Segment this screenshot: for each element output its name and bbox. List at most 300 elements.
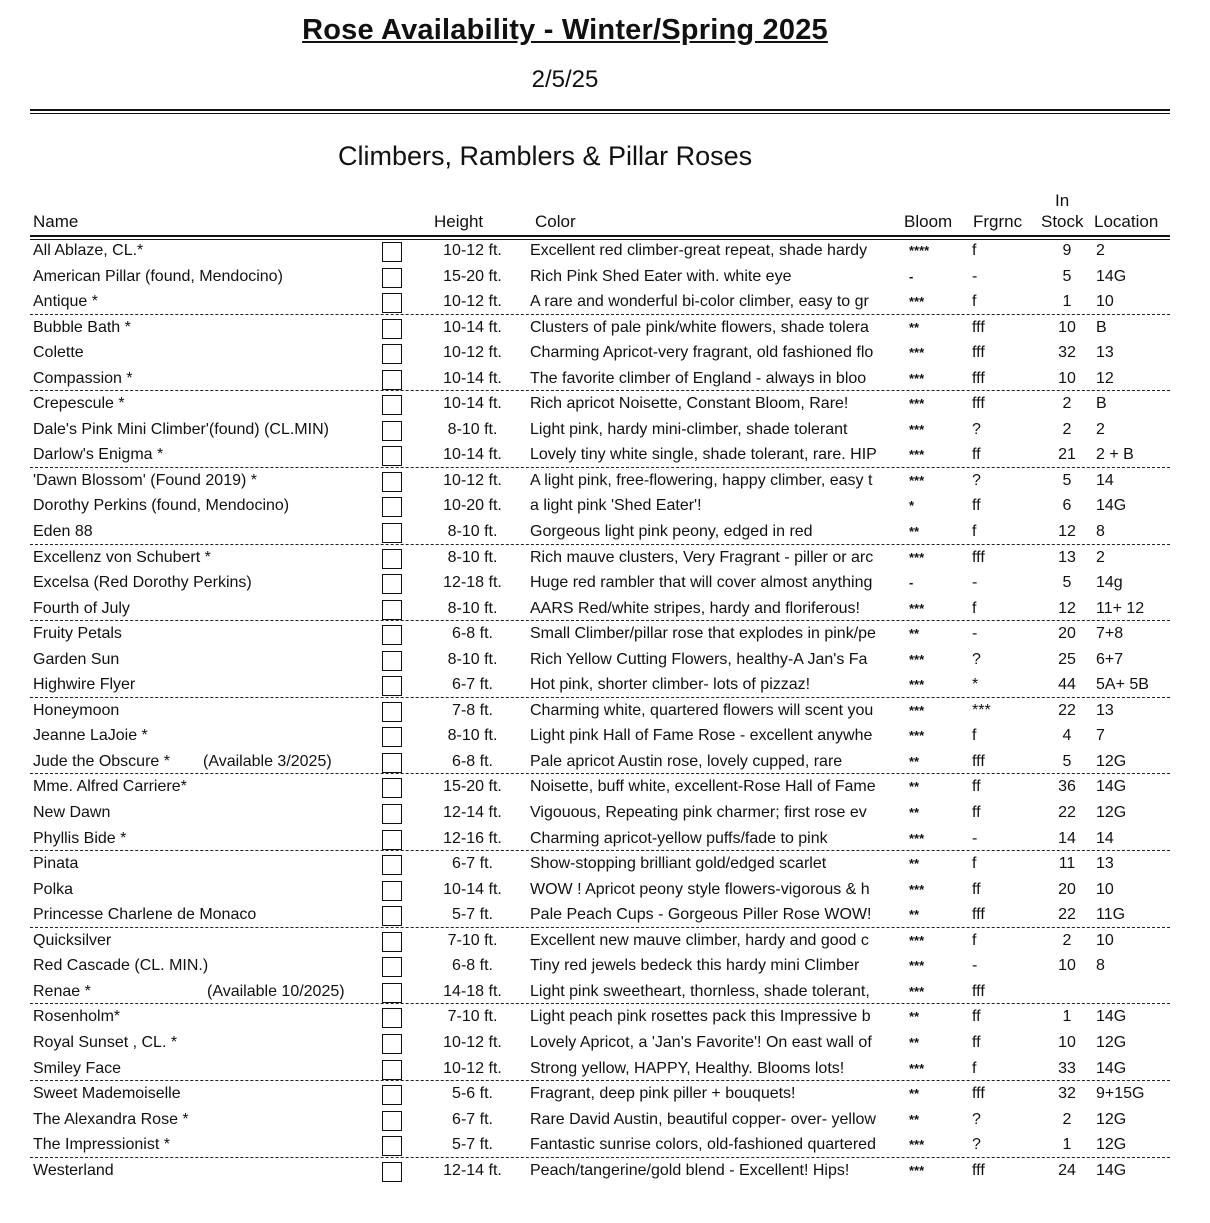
rose-height: 12-14 ft. <box>443 804 502 822</box>
stock-count: 24 <box>1058 1161 1076 1179</box>
bloom-rating: **** <box>909 243 930 258</box>
bloom-rating: ** <box>909 1111 920 1127</box>
header-height: Height <box>434 212 484 231</box>
rose-name: Darlow's Enigma * <box>33 446 164 464</box>
order-checkbox[interactable] <box>382 778 402 798</box>
rose-description: Charming Apricot-very fragrant, old fashioned flo <box>530 344 874 362</box>
stock-count: 10 <box>1058 957 1076 975</box>
stock-count: 10 <box>1058 318 1076 336</box>
bloom-rating: *** <box>909 447 925 463</box>
rose-name: Antique * <box>33 293 98 311</box>
rose-description: Rich Yellow Cutting Flowers, healthy-A Jan's Fa <box>530 650 868 668</box>
rose-description: Clusters of pale pink/white flowers, shade tolera <box>530 318 869 336</box>
fragrance-rating: ff <box>972 446 981 464</box>
table-row <box>30 442 1170 468</box>
stock-count: 25 <box>1058 650 1076 668</box>
header-bloom: Bloom <box>904 212 953 231</box>
bloom-rating: *** <box>909 370 925 386</box>
rose-description: Lovely tiny white single, shade tolerant, rare. HIP <box>530 446 877 464</box>
location: 6+7 <box>1096 650 1124 668</box>
table-row <box>30 493 1170 519</box>
table-row <box>30 1132 1170 1158</box>
order-checkbox[interactable] <box>382 676 402 696</box>
stock-count: 2 <box>1062 395 1072 413</box>
rose-description: Light pink sweetheart, thornless, shade tolerant, <box>530 982 870 1000</box>
stock-count: 1 <box>1062 1136 1072 1154</box>
rose-height: 12-18 ft. <box>443 574 502 592</box>
rose-name: Garden Sun <box>33 650 120 668</box>
order-checkbox[interactable] <box>382 1162 402 1182</box>
order-checkbox[interactable] <box>382 1136 402 1156</box>
order-checkbox[interactable] <box>382 906 402 926</box>
bloom-rating: ** <box>909 626 920 642</box>
rose-name: Compassion * <box>33 369 133 387</box>
stock-count: 12 <box>1058 599 1076 617</box>
order-checkbox[interactable] <box>382 523 402 543</box>
table-row <box>30 851 1170 877</box>
location: 10 <box>1096 931 1114 949</box>
fragrance-rating: f <box>972 855 977 873</box>
rose-height: 6-7 ft. <box>452 676 493 694</box>
rose-height: 6-8 ft. <box>452 752 493 770</box>
fragrance-rating: fff <box>972 318 985 336</box>
order-checkbox[interactable] <box>382 855 402 875</box>
table-row <box>30 953 1170 979</box>
fragrance-rating: * <box>972 676 979 694</box>
rose-name: 'Dawn Blossom' (Found 2019) * <box>33 471 257 489</box>
bloom-rating: *** <box>909 651 925 667</box>
fragrance-rating: fff <box>972 548 985 566</box>
rose-description: Pale apricot Austin rose, lovely cupped, rare <box>530 752 843 770</box>
order-checkbox[interactable] <box>382 804 402 824</box>
rose-height: 10-12 ft. <box>443 471 502 489</box>
rose-description: Lovely Apricot, a 'Jan's Favorite'! On east wall of <box>530 1033 872 1051</box>
location: 14G <box>1096 1008 1127 1026</box>
table-row <box>30 289 1170 315</box>
bloom-rating: *** <box>909 421 925 437</box>
table-row <box>30 1030 1170 1056</box>
rose-name: Excelsa (Red Dorothy Perkins) <box>33 574 252 592</box>
order-checkbox[interactable] <box>382 344 402 364</box>
header-name: Name <box>33 212 79 231</box>
fragrance-rating: ? <box>972 650 981 668</box>
rose-name: Westerland <box>33 1161 114 1179</box>
location: 10 <box>1096 293 1114 311</box>
rose-height: 6-7 ft. <box>452 1110 493 1128</box>
location: 7+8 <box>1096 625 1124 643</box>
order-checkbox[interactable] <box>382 549 402 569</box>
header-in: In <box>1055 191 1070 210</box>
stock-count: 32 <box>1058 344 1076 362</box>
header-color: Color <box>535 212 576 231</box>
fragrance-rating: ? <box>972 471 981 489</box>
stock-count: 5 <box>1062 574 1072 592</box>
rose-name: The Alexandra Rose * <box>33 1110 189 1128</box>
rose-height: 10-14 ft. <box>443 880 502 898</box>
rose-description: Noisette, buff white, excellent-Rose Hall of Fame <box>530 778 876 796</box>
fragrance-rating: fff <box>972 752 985 770</box>
bloom-rating: ** <box>909 907 920 923</box>
table-row <box>30 800 1170 826</box>
location: 12G <box>1096 752 1127 770</box>
rose-height: 8-10 ft. <box>447 650 498 668</box>
stock-count: 33 <box>1058 1059 1076 1077</box>
rose-height: 15-20 ft. <box>443 778 502 796</box>
rose-name: Sweet Mademoiselle <box>33 1085 181 1103</box>
location: 12G <box>1096 1110 1127 1128</box>
rose-description: Rich apricot Noisette, Constant Bloom, Rare! <box>530 395 849 413</box>
stock-count: 10 <box>1058 1033 1076 1051</box>
rose-height: 10-12 ft. <box>443 344 502 362</box>
document-date: 2/5/25 <box>531 66 599 93</box>
stock-count: 32 <box>1058 1085 1076 1103</box>
rose-height: 8-10 ft. <box>447 548 498 566</box>
bloom-rating: *** <box>909 728 925 744</box>
rose-height: 10-12 ft. <box>443 293 502 311</box>
rose-name: Eden 88 <box>33 523 93 541</box>
rose-name: Crepescule * <box>33 395 125 413</box>
title-divider <box>30 109 1170 111</box>
location: 14G <box>1096 1161 1127 1179</box>
rose-height: 10-12 ft. <box>443 1059 502 1077</box>
stock-count: 2 <box>1062 931 1072 949</box>
bloom-rating: ** <box>909 805 920 821</box>
order-checkbox[interactable] <box>382 1034 402 1054</box>
fragrance-rating: f <box>972 293 977 311</box>
rose-description: Vigouous, Repeating pink charmer; first rose ev <box>530 804 867 822</box>
rose-name: Colette <box>33 344 84 362</box>
bloom-rating: *** <box>909 958 925 974</box>
table-row <box>30 545 1170 571</box>
rose-name: New Dawn <box>33 804 111 822</box>
rose-height: 10-12 ft. <box>443 1033 502 1051</box>
fragrance-rating: - <box>972 625 978 643</box>
table-row <box>30 264 1170 290</box>
stock-count: 1 <box>1062 1008 1072 1026</box>
order-checkbox[interactable] <box>382 600 402 620</box>
order-checkbox[interactable] <box>382 957 402 977</box>
rose-table <box>30 238 1170 1183</box>
rose-name: Dale's Pink Mini Climber'(found) (CL.MIN) <box>33 420 329 438</box>
rose-description: Rich Pink Shed Eater with. white eye <box>530 267 792 285</box>
rose-height: 14-18 ft. <box>443 982 502 1000</box>
order-checkbox[interactable] <box>382 242 402 262</box>
location: 14G <box>1096 778 1127 796</box>
document-title: Rose Availability - Winter/Spring 2025 <box>302 14 828 46</box>
table-row <box>30 979 1170 1005</box>
rose-description: Light pink Hall of Fame Rose - excellent anywhe <box>530 727 873 745</box>
order-checkbox[interactable] <box>382 497 402 517</box>
rose-height: 5-7 ft. <box>452 1136 493 1154</box>
rose-height: 15-20 ft. <box>443 267 502 285</box>
bloom-rating: *** <box>909 472 925 488</box>
rose-description: Tiny red jewels bedeck this hardy mini Climber <box>530 957 860 975</box>
table-row <box>30 1056 1170 1082</box>
order-checkbox[interactable] <box>382 702 402 722</box>
fragrance-rating: ff <box>972 497 981 515</box>
rose-height: 12-16 ft. <box>443 829 502 847</box>
bloom-rating: *** <box>909 345 925 361</box>
rose-name: Dorothy Perkins (found, Mendocino) <box>33 497 290 515</box>
order-checkbox[interactable] <box>382 830 402 850</box>
fragrance-rating: ff <box>972 778 981 796</box>
stock-count: 10 <box>1058 369 1076 387</box>
fragrance-rating: fff <box>972 906 985 924</box>
rose-height: 10-14 ft. <box>443 395 502 413</box>
rose-name: Pinata <box>33 855 79 873</box>
bloom-rating: ** <box>909 1009 920 1025</box>
bloom-rating: *** <box>909 830 925 846</box>
bloom-rating: *** <box>909 932 925 948</box>
rose-description: Gorgeous light pink peony, edged in red <box>530 523 813 541</box>
order-checkbox[interactable] <box>382 1085 402 1105</box>
fragrance-rating: fff <box>972 395 985 413</box>
location: 5A+ 5B <box>1096 676 1149 694</box>
order-checkbox[interactable] <box>382 472 402 492</box>
rose-name: Red Cascade (CL. MIN.) <box>33 957 209 975</box>
fragrance-rating: fff <box>972 982 985 1000</box>
bloom-rating: *** <box>909 1060 925 1076</box>
rose-height: 6-8 ft. <box>452 625 493 643</box>
rose-height: 8-10 ft. <box>447 599 498 617</box>
table-row <box>30 902 1170 928</box>
location: 14 <box>1096 471 1114 489</box>
bloom-rating: *** <box>909 600 925 616</box>
fragrance-rating: f <box>972 1059 977 1077</box>
rose-name: American Pillar (found, Mendocino) <box>33 267 283 285</box>
rose-height: 10-14 ft. <box>443 318 502 336</box>
rose-description: WOW ! Apricot peony style flowers-vigorous & h <box>530 880 870 898</box>
fragrance-rating: f <box>972 242 977 259</box>
table-row <box>30 749 1170 775</box>
order-checkbox[interactable] <box>382 1111 402 1131</box>
stock-count: 22 <box>1058 804 1076 822</box>
table-row <box>30 672 1170 698</box>
location: 13 <box>1096 701 1114 719</box>
location: 13 <box>1096 344 1114 362</box>
location: 11G <box>1096 906 1126 924</box>
order-checkbox[interactable] <box>382 753 402 773</box>
rose-name: All Ablaze, CL.* <box>33 242 144 259</box>
table-row <box>30 1004 1170 1030</box>
table-row <box>30 417 1170 443</box>
bloom-rating: * <box>909 498 915 514</box>
location: 14G <box>1096 1059 1127 1077</box>
rose-height: 12-14 ft. <box>443 1161 502 1179</box>
order-checkbox[interactable] <box>382 446 402 466</box>
rose-name: Phyllis Bide * <box>33 829 127 847</box>
order-checkbox[interactable] <box>382 370 402 390</box>
order-checkbox[interactable] <box>382 625 402 645</box>
table-row <box>30 1107 1170 1133</box>
rose-name: Princesse Charlene de Monaco <box>33 906 257 924</box>
table-row <box>30 928 1170 954</box>
location: 2 <box>1096 420 1105 438</box>
rose-description: AARS Red/white stripes, hardy and floriferous! <box>530 599 860 617</box>
bloom-rating: *** <box>909 702 925 718</box>
fragrance-rating: f <box>972 523 977 541</box>
rose-description: Rare David Austin, beautiful copper- over- yellow <box>530 1110 876 1128</box>
fragrance-rating: ff <box>972 1033 981 1051</box>
table-row <box>30 340 1170 366</box>
location: 9+15G <box>1096 1085 1145 1103</box>
location: 11+ 12 <box>1096 599 1145 617</box>
table-row <box>30 596 1170 622</box>
rose-name: Fourth of July <box>33 599 130 617</box>
stock-count: 36 <box>1058 778 1076 796</box>
fragrance-rating: f <box>972 931 977 949</box>
location: 14G <box>1096 267 1127 285</box>
fragrance-rating: ? <box>972 1136 981 1154</box>
rose-description: Light peach pink rosettes pack this Impressive b <box>530 1008 871 1026</box>
rose-height: 7-8 ft. <box>452 701 493 719</box>
fragrance-rating: - <box>972 957 978 975</box>
order-checkbox[interactable] <box>382 651 402 671</box>
rose-name: Renae * <box>33 982 91 1000</box>
rose-description: Charming white, quartered flowers will scent you <box>530 701 874 719</box>
bloom-rating: - <box>909 575 914 591</box>
fragrance-rating: ? <box>972 420 981 438</box>
order-checkbox[interactable] <box>382 293 402 313</box>
header-stock: Stock <box>1041 212 1084 231</box>
order-checkbox[interactable] <box>382 319 402 339</box>
availability-note: (Available 10/2025) <box>207 982 345 1000</box>
table-row <box>30 877 1170 903</box>
rose-name: Rosenholm* <box>33 1008 121 1026</box>
header-divider <box>30 235 1170 237</box>
rose-height: 10-14 ft. <box>443 369 502 387</box>
bloom-rating: *** <box>909 396 925 412</box>
location: 14g <box>1096 574 1123 592</box>
rose-description: Fantastic sunrise colors, old-fashioned quartered <box>530 1136 876 1154</box>
rose-name: Jude the Obscure * <box>33 752 170 770</box>
location: 8 <box>1096 523 1105 541</box>
location: 12 <box>1096 369 1114 387</box>
fragrance-rating: fff <box>972 344 985 362</box>
rose-name: Fruity Petals <box>33 625 122 643</box>
rose-description: Small Climber/pillar rose that explodes in pink/pe <box>530 625 876 643</box>
location: 13 <box>1096 855 1114 873</box>
bloom-rating: ** <box>909 524 920 540</box>
table-row <box>30 570 1170 596</box>
order-checkbox[interactable] <box>382 395 402 415</box>
rose-description: Light pink, hardy mini-climber, shade tolerant <box>530 420 848 438</box>
order-checkbox[interactable] <box>382 268 402 288</box>
rose-description: Hot pink, shorter climber- lots of pizzaz! <box>530 676 811 694</box>
header-fragrance: Frgrnc <box>973 212 1023 231</box>
table-row <box>30 238 1170 264</box>
rose-height: 8-10 ft. <box>447 727 498 745</box>
location: 2 + B <box>1096 446 1134 464</box>
stock-count: 14 <box>1058 829 1076 847</box>
location: 10 <box>1096 880 1114 898</box>
rose-height: 10-20 ft. <box>443 497 502 515</box>
rose-name: The Impressionist * <box>33 1136 170 1154</box>
rose-description: Show-stopping brilliant gold/edged scarlet <box>530 855 827 873</box>
bloom-rating: - <box>909 268 914 284</box>
stock-count: 13 <box>1058 548 1076 566</box>
location: 12G <box>1096 1033 1127 1051</box>
rose-height: 7-10 ft. <box>447 931 498 949</box>
table-row <box>30 366 1170 392</box>
rose-description: The favorite climber of England - always in bloo <box>530 369 867 387</box>
rose-description: a light pink 'Shed Eater'! <box>530 497 702 515</box>
rose-description: Fragrant, deep pink piller + bouquets! <box>530 1085 796 1103</box>
location: 8 <box>1096 957 1105 975</box>
stock-count: 44 <box>1058 676 1076 694</box>
order-checkbox[interactable] <box>382 881 402 901</box>
rose-description: A light pink, free-flowering, happy climber, easy t <box>530 471 873 489</box>
rose-name: Polka <box>33 880 74 898</box>
table-row <box>30 391 1170 417</box>
table-row <box>30 621 1170 647</box>
bloom-rating: *** <box>909 294 925 310</box>
stock-count: 20 <box>1058 880 1076 898</box>
bloom-rating: ** <box>909 753 920 769</box>
table-row <box>30 723 1170 749</box>
rose-name: Mme. Alfred Carriere* <box>33 778 187 796</box>
title-divider-secondary <box>30 113 1170 114</box>
order-checkbox[interactable] <box>382 574 402 594</box>
rose-name: Honeymoon <box>33 701 120 719</box>
rose-height: 8-10 ft. <box>447 420 498 438</box>
order-checkbox[interactable] <box>382 421 402 441</box>
order-checkbox[interactable] <box>382 983 402 1003</box>
order-checkbox[interactable] <box>382 727 402 747</box>
stock-count: 5 <box>1062 267 1072 285</box>
stock-count: 22 <box>1058 701 1076 719</box>
location: B <box>1096 395 1107 413</box>
rose-description: Excellent red climber-great repeat, shade hardy <box>530 242 868 259</box>
location: 14 <box>1096 829 1114 847</box>
rose-name: Highwire Flyer <box>33 676 136 694</box>
table-row <box>30 647 1170 673</box>
rose-height: 5-7 ft. <box>452 906 493 924</box>
section-heading: Climbers, Ramblers & Pillar Roses <box>338 141 753 171</box>
bloom-rating: ** <box>909 779 920 795</box>
stock-count: 5 <box>1062 471 1072 489</box>
order-checkbox[interactable] <box>382 932 402 952</box>
stock-count: 21 <box>1058 446 1076 464</box>
location: 7 <box>1096 727 1105 745</box>
rose-height: 10-14 ft. <box>443 446 502 464</box>
rose-name: Royal Sunset , CL. * <box>33 1033 178 1051</box>
order-checkbox[interactable] <box>382 1008 402 1028</box>
stock-count: 12 <box>1058 523 1076 541</box>
bloom-rating: *** <box>909 881 925 897</box>
rose-name: Bubble Bath * <box>33 318 131 336</box>
fragrance-rating: f <box>972 599 977 617</box>
stock-count: 5 <box>1062 752 1072 770</box>
fragrance-rating: - <box>972 574 978 592</box>
rose-name: Excellenz von Schubert * <box>33 548 211 566</box>
location: 12G <box>1096 804 1127 822</box>
stock-count: 2 <box>1062 420 1072 438</box>
rose-description: Excellent new mauve climber, hardy and good c <box>530 931 869 949</box>
order-checkbox[interactable] <box>382 1060 402 1080</box>
bloom-rating: *** <box>909 549 925 565</box>
bloom-rating: *** <box>909 1137 925 1153</box>
bloom-rating: ** <box>909 1086 920 1102</box>
rose-height: 5-6 ft. <box>452 1085 493 1103</box>
bloom-rating: *** <box>909 983 925 999</box>
location: 2 <box>1096 242 1105 259</box>
rose-name: Jeanne LaJoie * <box>33 727 148 745</box>
rose-description: A rare and wonderful bi-color climber, easy to gr <box>530 293 869 311</box>
rose-height: 10-12 ft. <box>443 242 502 259</box>
table-row <box>30 519 1170 545</box>
stock-count: 2 <box>1062 1110 1072 1128</box>
